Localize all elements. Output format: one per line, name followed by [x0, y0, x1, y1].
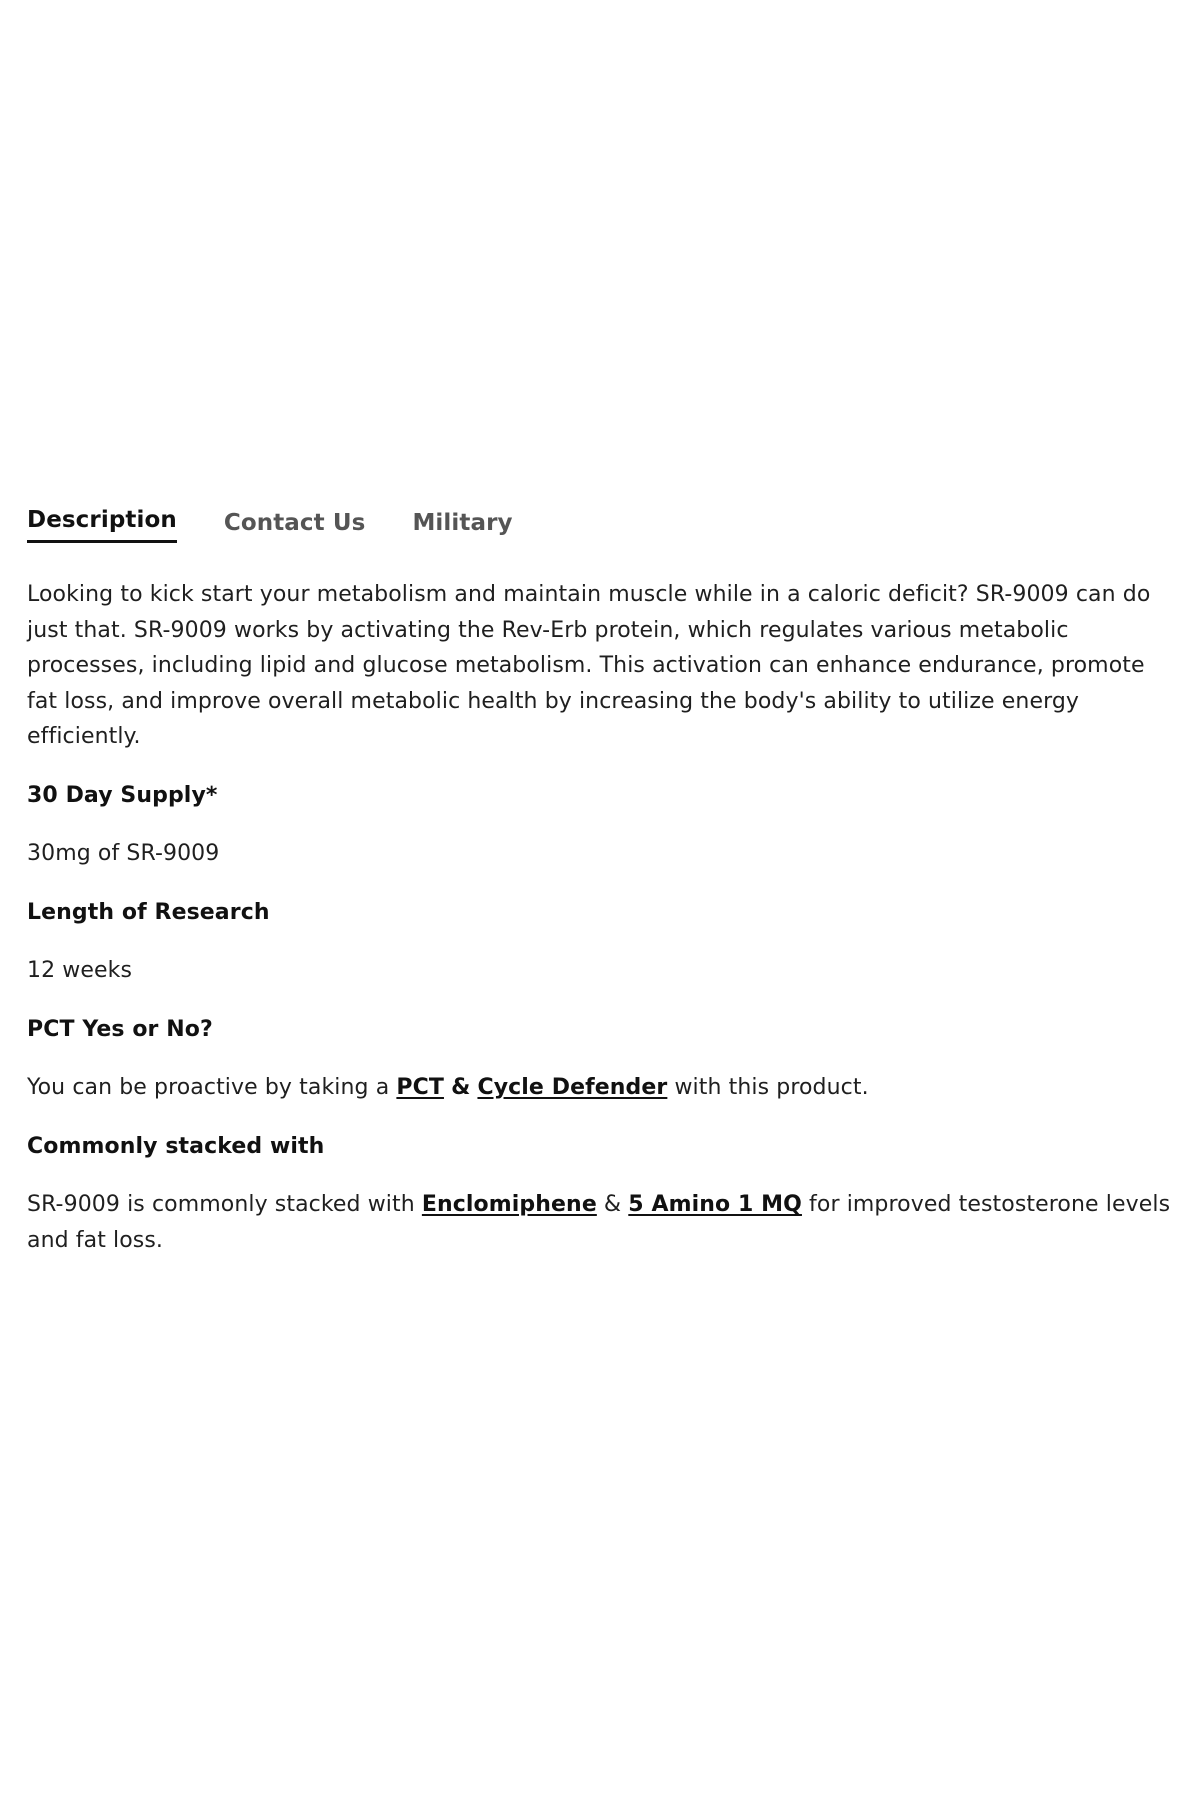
pct-text-before: You can be proactive by taking a — [27, 1075, 397, 1100]
intro-paragraph: Looking to kick start your metabolism and maintain muscle while in a caloric deficit? SR-9009 can do just that. SR-9009 works by activating the Rev-Erb protein, which regulates various metabolic processes, including lipid and glucose metabolism. This activation can enhance endurance, promote fat loss, and improve overall metabolic health by increasing the body's ability to utilize energy efficiently. — [27, 582, 1151, 749]
stacked-paragraph — [27, 1187, 1177, 1258]
length-value: 12 weeks — [27, 958, 133, 983]
tab-military[interactable]: Military — [412, 510, 513, 536]
pct-paragraph — [27, 1070, 1177, 1106]
cycle-defender-link[interactable]: Cycle Defender — [477, 1075, 668, 1100]
stacked-heading: Commonly stacked with — [27, 1133, 325, 1159]
amino-1mq-link[interactable]: 5 Amino 1 MQ — [628, 1192, 802, 1217]
stacked-ampersand: & — [596, 1192, 629, 1217]
stacked-text-after: for improved testosterone levels and fat loss. — [27, 1192, 1171, 1253]
description-panel — [27, 577, 1177, 1258]
tab-contact-us[interactable]: Contact Us — [223, 510, 366, 536]
enclomiphene-link[interactable]: Enclomiphene — [421, 1192, 597, 1217]
product-tabs-section — [27, 497, 1177, 1281]
pct-ampersand: & — [451, 1075, 471, 1100]
stacked-text-before: SR-9009 is commonly stacked with — [27, 1192, 422, 1217]
length-heading: Length of Research — [27, 899, 270, 925]
tab-description[interactable]: Description — [27, 507, 177, 543]
pct-link[interactable]: PCT — [396, 1075, 444, 1100]
pct-text-after: with this product. — [667, 1075, 869, 1100]
supply-value: 30mg of SR-9009 — [27, 841, 220, 866]
supply-heading: 30 Day Supply* — [27, 782, 218, 808]
pct-heading: PCT Yes or No? — [27, 1016, 213, 1042]
tab-bar — [27, 497, 1177, 543]
